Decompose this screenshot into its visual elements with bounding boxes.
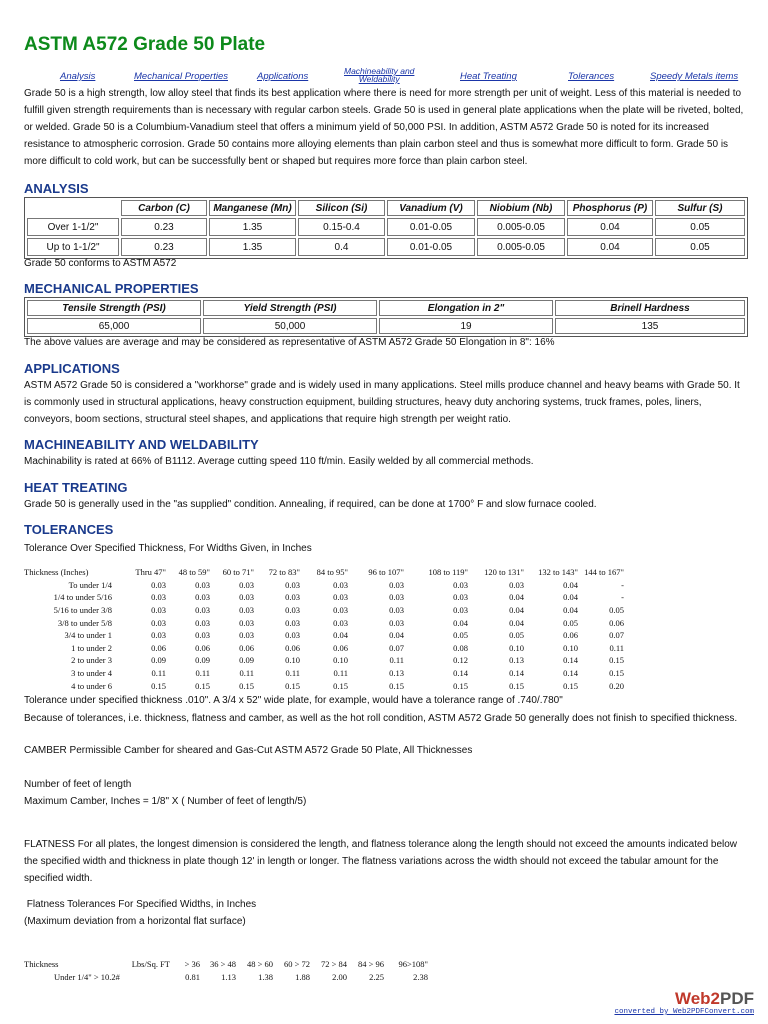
analysis-cell: 0.23 <box>121 238 207 256</box>
analysis-col-vanadium: Vanadium (V) <box>387 200 475 216</box>
tol-cell: 0.03 <box>389 605 404 616</box>
tol-cell: 0.03 <box>151 579 166 590</box>
section-nav <box>0 68 768 86</box>
tol-cell: 0.10 <box>285 655 300 666</box>
analysis-cell: Up to 1-1/2" <box>27 238 119 256</box>
intro-paragraph: Grade 50 is a high strength, low alloy steel that finds its best application where there is need for more strength per unit of weight. Less of this material is needed to fulfill given strength requirements than is necessary with regular carbon steels. Grade 50 is used in general plate applications when the plate will be riveted, bolted, or welded. Grade 50 is a Columbium-Vanadium steel that offers a minimum yield of 50,000 PSI. In addition, ASTM A572 Grade 50 is noted for its increased resistance to atmospheric corrosion. Grade 50 contains more alloying elements than plain carbon steel and thus is somewhat more difficult to form. Grade 50 is more difficult to cold work, but can be successfully bent or shaped but requires more force than plain carbon steel. <box>24 88 744 167</box>
flatness-paragraph: FLATNESS For all plates, the longest dimension is considered the length, and flatness tolerance along the length should not exceed the amounts indicated below the specified width and thickness in plate though 12' in length or longer. The flatness variations across the width should not exceed the tabular amount for the specified width. <box>24 839 738 884</box>
flat-cell: 1.13 <box>221 971 236 982</box>
tolerance-row <box>24 642 624 655</box>
tol-cell: 0.06 <box>563 630 578 641</box>
analysis-cell: 0.01-0.05 <box>387 238 475 256</box>
nav-link-mechanical-properties[interactable]: Mechanical Properties <box>134 71 228 82</box>
flatness-row <box>24 971 428 984</box>
analysis-row <box>27 238 745 256</box>
tol-cell: 3/8 to under 5/8 <box>57 617 112 628</box>
tol-cell: 0.15 <box>563 680 578 691</box>
flat-cell: 0.81 <box>185 971 200 982</box>
mechanical-cell: 65,000 <box>27 318 201 334</box>
analysis-col-blank <box>27 200 119 216</box>
tol-cell: 0.03 <box>453 592 468 603</box>
tol-cell: 0.03 <box>195 630 210 641</box>
tol-cell: 0.15 <box>239 680 254 691</box>
tol-cell: 0.04 <box>509 592 524 603</box>
tol-col-width: 120 to 131" <box>484 567 524 578</box>
tol-col-thickness: Thickness (Inches) <box>24 567 89 578</box>
tol-cell: 0.03 <box>333 605 348 616</box>
analysis-heading: ANALYSIS <box>24 181 89 196</box>
analysis-table <box>24 197 748 259</box>
flat-col-width: 60 > 72 <box>283 959 310 970</box>
tol-cell: 0.03 <box>333 579 348 590</box>
tol-cell: 0.03 <box>285 579 300 590</box>
applications-text: ASTM A572 Grade 50 is considered a "workhorse" grade and is widely used in many applications. Steel mills produce channel and heavy beams with Grade 50. It is commonly used in structural applications, heavy construction equipment, building structures, heavy duty anchoring systems, truck frames, poles, liners, conveyors, boom sections, structural steel shapes, and applications that require high strength per weight ratio. <box>24 380 740 425</box>
flat-col-lbs: Lbs/Sq. FT <box>131 959 170 970</box>
tol-cell: 0.06 <box>333 642 348 653</box>
tolerance-row <box>24 679 624 692</box>
tol-col-width: 96 to 107" <box>368 567 404 578</box>
tol-cell: 0.14 <box>509 668 524 679</box>
tol-cell: 0.04 <box>453 617 468 628</box>
analysis-cell: 1.35 <box>209 238 296 256</box>
nav-link-machineability-line1[interactable]: Machineability and <box>344 66 415 76</box>
tol-cell: - <box>621 592 624 603</box>
tol-cell: 0.05 <box>609 605 624 616</box>
tolerance-row <box>24 629 624 642</box>
mechanical-cell: 19 <box>379 318 553 334</box>
tol-cell: 0.03 <box>389 592 404 603</box>
tol-cell: 0.09 <box>239 655 254 666</box>
tol-cell: 0.15 <box>195 680 210 691</box>
tol-cell: 0.03 <box>151 630 166 641</box>
tol-cell: 0.03 <box>239 592 254 603</box>
tol-cell: 0.06 <box>195 642 210 653</box>
nav-link-machineability[interactable] <box>344 67 414 83</box>
tol-cell: 0.03 <box>285 617 300 628</box>
page-title: ASTM A572 Grade 50 Plate <box>24 34 266 55</box>
tol-col-width: Thru 47" <box>135 567 166 578</box>
tol-cell: 0.08 <box>453 642 468 653</box>
camber-feet-label: Number of feet of length <box>24 779 132 790</box>
nav-link-speedy-metals-items[interactable]: Speedy Metals items <box>650 71 739 82</box>
tol-cell: 0.03 <box>453 579 468 590</box>
tol-cell: 0.15 <box>151 680 166 691</box>
mechanical-col-elongation: Elongation in 2" <box>379 300 553 316</box>
camber-title: CAMBER Permissible Camber for sheared and Gas-Cut ASTM A572 Grade 50 Plate, All Thicknesses <box>24 745 473 756</box>
tol-cell: 0.04 <box>563 592 578 603</box>
nav-link-applications[interactable]: Applications <box>257 71 309 82</box>
analysis-cell: 0.005-0.05 <box>477 218 565 236</box>
tol-cell: 0.03 <box>239 630 254 641</box>
tol-cell: 0.03 <box>151 617 166 628</box>
tol-cell: 0.15 <box>453 680 468 691</box>
tol-cell: 0.05 <box>509 630 524 641</box>
mechanical-heading: MECHANICAL PROPERTIES <box>24 281 199 296</box>
tol-cell: 0.15 <box>333 680 348 691</box>
tol-cell: 0.13 <box>509 655 524 666</box>
tol-col-width: 144 to 167" <box>584 567 624 578</box>
analysis-note: Grade 50 conforms to ASTM A572 <box>24 258 177 269</box>
analysis-col-silicon: Silicon (Si) <box>298 200 385 216</box>
mechanical-row <box>27 318 745 334</box>
tol-cell: 0.07 <box>389 642 404 653</box>
tol-cell: 0.12 <box>453 655 468 666</box>
tol-cell: 0.15 <box>509 680 524 691</box>
tol-cell: 0.10 <box>333 655 348 666</box>
tol-cell: 0.14 <box>563 655 578 666</box>
tolerances-subtitle: Tolerance Over Specified Thickness, For Widths Given, in Inches <box>24 543 312 554</box>
tol-cell: 0.04 <box>563 579 578 590</box>
tol-cell: 0.09 <box>151 655 166 666</box>
tol-cell: 0.05 <box>453 630 468 641</box>
tol-cell: 0.03 <box>333 617 348 628</box>
tol-cell: 0.04 <box>509 605 524 616</box>
tol-cell: 0.03 <box>285 630 300 641</box>
web2pdf-logo <box>614 990 754 1008</box>
tol-cell: 0.03 <box>453 605 468 616</box>
analysis-col-niobium: Niobium (Nb) <box>477 200 565 216</box>
tol-cell: 0.04 <box>563 605 578 616</box>
tol-cell: 0.11 <box>151 668 166 679</box>
analysis-col-manganese: Manganese (Mn) <box>209 200 296 216</box>
thickness-tolerance-table <box>24 566 624 692</box>
flatness-table-subtitle: (Maximum deviation from a horizontal flat surface) <box>24 916 246 927</box>
tol-cell: 0.14 <box>453 668 468 679</box>
tol-cell: 2 to under 3 <box>71 655 112 666</box>
tol-cell: 0.03 <box>195 592 210 603</box>
flat-cell: 1.38 <box>258 971 273 982</box>
flatness-table-title: Flatness Tolerances For Specified Widths, in Inches <box>24 899 257 910</box>
tolerance-because-note: Because of tolerances, i.e. thickness, flatness and camber, as well as the hot roll condition, ASTM A572 Grade 50 generally does not finish to specified thickness. <box>24 713 738 724</box>
tol-cell: 0.03 <box>389 617 404 628</box>
flat-col-width: 36 > 48 <box>209 959 236 970</box>
mechanical-col-brinell: Brinell Hardness <box>555 300 745 316</box>
tol-cell: 5/16 to under 3/8 <box>53 605 112 616</box>
nav-link-tolerances[interactable]: Tolerances <box>568 71 615 82</box>
tol-cell: 0.10 <box>509 642 524 653</box>
machineability-heading: MACHINEABILITY AND WELDABILITY <box>24 437 259 452</box>
tol-cell: 0.06 <box>609 617 624 628</box>
web2pdf-watermark <box>614 990 754 1016</box>
tol-cell: 0.11 <box>195 668 210 679</box>
tol-cell: 3/4 to under 1 <box>64 630 112 641</box>
tolerance-under-note: Tolerance under specified thickness .010". A 3/4 x 52" wide plate, for example, would have a tolerance range of .740/.780" <box>24 695 563 706</box>
tol-cell: 0.15 <box>609 655 624 666</box>
tol-cell: 0.03 <box>285 605 300 616</box>
tol-cell: 0.03 <box>239 605 254 616</box>
tol-cell: 0.11 <box>239 668 254 679</box>
tol-cell: 0.09 <box>195 655 210 666</box>
flat-col-width: 72 > 84 <box>320 959 347 970</box>
analysis-col-carbon: Carbon (C) <box>121 200 207 216</box>
tolerance-row <box>24 604 624 617</box>
mechanical-cell: 135 <box>555 318 745 334</box>
tol-cell: 3 to under 4 <box>71 668 112 679</box>
analysis-row <box>27 218 745 236</box>
tol-col-width: 60 to 71" <box>222 567 254 578</box>
flat-cell: 2.00 <box>332 971 347 982</box>
tol-cell: 0.13 <box>389 668 404 679</box>
tol-col-width: 132 to 143" <box>538 567 578 578</box>
applications-heading: APPLICATIONS <box>24 361 120 376</box>
flatness-table <box>24 958 428 983</box>
analysis-cell: 0.04 <box>567 238 653 256</box>
mechanical-header-row <box>27 300 745 316</box>
flat-cell: 1.88 <box>295 971 310 982</box>
tolerance-row <box>24 579 624 592</box>
tol-col-width: 72 to 83" <box>268 567 300 578</box>
tol-col-width: 48 to 59" <box>178 567 210 578</box>
flat-col-width: > 36 <box>184 959 200 970</box>
tolerance-row <box>24 616 624 629</box>
analysis-cell: 1.35 <box>209 218 296 236</box>
tol-cell: 0.20 <box>609 680 624 691</box>
analysis-cell: 0.04 <box>567 218 653 236</box>
tol-cell: 0.11 <box>609 642 624 653</box>
flat-col-width: 48 > 60 <box>246 959 273 970</box>
web2pdf-link[interactable]: converted by Web2PDFConvert.com <box>614 1008 754 1016</box>
tol-cell: 0.03 <box>195 605 210 616</box>
tol-cell: 0.03 <box>333 592 348 603</box>
tol-cell: 0.06 <box>151 642 166 653</box>
mechanical-cell: 50,000 <box>203 318 377 334</box>
tol-cell: 0.03 <box>151 592 166 603</box>
tol-cell: 0.15 <box>285 680 300 691</box>
mechanical-col-yield: Yield Strength (PSI) <box>203 300 377 316</box>
nav-link-heat-treating[interactable]: Heat Treating <box>460 71 517 82</box>
mechanical-note: The above values are average and may be considered as representative of ASTM A572 Grade 50 Elongation in 8": 16% <box>24 337 555 348</box>
tol-cell: 0.03 <box>151 605 166 616</box>
flat-cell-thickness: Under 1/4" > 10.2# <box>54 971 120 982</box>
nav-link-analysis[interactable]: Analysis <box>60 71 96 82</box>
tol-cell: 0.11 <box>389 655 404 666</box>
tol-cell: To under 1/4 <box>68 579 112 590</box>
analysis-cell: 0.15-0.4 <box>298 218 385 236</box>
tol-cell: 0.05 <box>563 617 578 628</box>
analysis-cell: 0.4 <box>298 238 385 256</box>
tolerance-header-row <box>24 566 624 579</box>
tol-cell: 0.03 <box>285 592 300 603</box>
flat-col-width: 96>108" <box>398 959 428 970</box>
tol-cell: 0.06 <box>239 642 254 653</box>
analysis-cell: 0.05 <box>655 238 745 256</box>
tol-cell: 0.04 <box>509 617 524 628</box>
tol-cell: 0.11 <box>333 668 348 679</box>
tol-cell: - <box>621 579 624 590</box>
analysis-cell: 0.23 <box>121 218 207 236</box>
tol-cell: 0.03 <box>389 579 404 590</box>
heat-treating-text: Grade 50 is generally used in the "as supplied" condition. Annealing, if required, can be done at 1700° F and slow furnace cooled. <box>24 499 597 510</box>
tol-cell: 0.03 <box>509 579 524 590</box>
analysis-col-phosphorus: Phosphorus (P) <box>567 200 653 216</box>
tol-cell: 0.03 <box>239 579 254 590</box>
nav-link-machineability-line2[interactable]: Weldability <box>358 74 400 84</box>
tol-cell: 0.15 <box>609 668 624 679</box>
tol-cell: 0.04 <box>389 630 404 641</box>
tol-cell: 0.11 <box>285 668 300 679</box>
mechanical-table <box>24 297 748 337</box>
analysis-cell: 0.05 <box>655 218 745 236</box>
tolerance-row <box>24 591 624 604</box>
tolerances-heading: TOLERANCES <box>24 522 114 537</box>
tol-cell: 0.07 <box>609 630 624 641</box>
web2pdf-logo-pdf: PDF <box>720 989 754 1008</box>
tol-cell: 0.03 <box>195 579 210 590</box>
tolerance-row <box>24 667 624 680</box>
tol-cell: 1 to under 2 <box>71 642 112 653</box>
flat-col-width: 84 > 96 <box>357 959 384 970</box>
analysis-col-sulfur: Sulfur (S) <box>655 200 745 216</box>
analysis-cell: 0.005-0.05 <box>477 238 565 256</box>
heat-treating-heading: HEAT TREATING <box>24 480 128 495</box>
tol-cell: 0.14 <box>563 668 578 679</box>
tol-cell: 0.15 <box>389 680 404 691</box>
tol-cell: 0.10 <box>563 642 578 653</box>
tol-cell: 0.04 <box>333 630 348 641</box>
flat-cell: 2.25 <box>369 971 384 982</box>
machineability-text: Machinability is rated at 66% of B1112. Average cutting speed 110 ft/min. Easily welded by all commercial methods. <box>24 456 534 467</box>
tol-cell: 0.03 <box>239 617 254 628</box>
flat-cell: 2.38 <box>413 971 428 982</box>
tol-cell: 0.03 <box>195 617 210 628</box>
web2pdf-logo-web2: Web2 <box>674 989 720 1008</box>
flat-col-thickness: Thickness <box>24 959 59 970</box>
flatness-header-row <box>24 958 428 971</box>
analysis-cell: Over 1-1/2" <box>27 218 119 236</box>
mechanical-col-tensile: Tensile Strength (PSI) <box>27 300 201 316</box>
camber-formula: Maximum Camber, Inches = 1/8" X ( Number of feet of length/5) <box>24 796 307 807</box>
tol-cell: 4 to under 6 <box>71 680 112 691</box>
analysis-header-row <box>27 200 745 216</box>
analysis-cell: 0.01-0.05 <box>387 218 475 236</box>
tol-col-width: 108 to 119" <box>428 567 468 578</box>
tol-cell: 0.06 <box>285 642 300 653</box>
tol-col-width: 84 to 95" <box>316 567 348 578</box>
tol-cell: 1/4 to under 5/16 <box>53 592 112 603</box>
tolerance-row <box>24 654 624 667</box>
